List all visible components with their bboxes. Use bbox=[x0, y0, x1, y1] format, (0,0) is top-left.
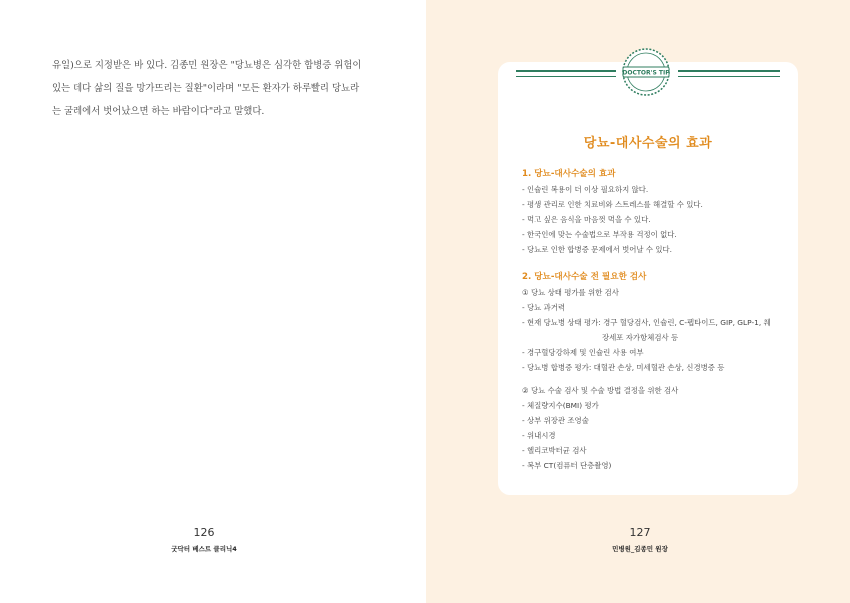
header-rule-left bbox=[516, 70, 616, 77]
page-number: 127 bbox=[629, 526, 651, 539]
list-item: - 먹고 싶은 음식을 마음껏 먹을 수 있다. bbox=[522, 215, 651, 224]
doctors-tip-badge bbox=[614, 46, 678, 98]
list-item: - 체질량지수(BMI) 평가 bbox=[522, 401, 599, 410]
running-footer: 민병원_김종민 원장 bbox=[612, 545, 668, 553]
list-item: - 복부 CT(컴퓨터 단층촬영) bbox=[522, 461, 612, 470]
right-folio bbox=[540, 526, 740, 553]
card-title: 당뇨-대사수술의 효과 bbox=[583, 136, 713, 151]
section-heading: 2. 당뇨-대사수술 전 필요한 검사 bbox=[522, 272, 647, 282]
group-label: ② 당뇨 수술 검사 및 수술 방법 결정을 위한 검사 bbox=[522, 386, 679, 395]
section-tests bbox=[522, 270, 792, 473]
list-item: - 위내시경 bbox=[522, 431, 556, 440]
list-item: - 당뇨로 인한 합병증 문제에서 벗어날 수 있다. bbox=[522, 245, 672, 254]
paragraph-line: 있는 데다 삶의 질을 망가뜨리는 질환"이라며 "모든 환자가 하루빨리 당뇨라 bbox=[52, 83, 360, 94]
header-rule-right bbox=[678, 70, 780, 77]
list-item: - 당뇨 과거력 bbox=[522, 303, 566, 312]
list-item: - 헬리코박터균 검사 bbox=[522, 446, 587, 455]
page-number: 126 bbox=[193, 526, 215, 539]
left-folio bbox=[104, 526, 304, 553]
badge-label: DOCTOR'S TIP bbox=[622, 69, 670, 77]
paragraph-line: 는 굴레에서 벗어났으면 하는 바람이다"라고 말했다. bbox=[52, 106, 265, 117]
list-item: - 평생 관리로 인한 치료비와 스트레스를 해결할 수 있다. bbox=[522, 200, 703, 209]
section-heading: 1. 당뇨-대사수술의 효과 bbox=[522, 169, 616, 179]
list-item: - 경구혈당강하제 및 인슐린 사용 여부 bbox=[522, 348, 644, 357]
running-footer: 굿닥터 베스트 클리닉4 bbox=[171, 545, 237, 553]
body-paragraph bbox=[52, 54, 382, 123]
group-label: ① 당뇨 상태 평가를 위한 검사 bbox=[522, 288, 619, 297]
list-item-continued: 장세포 자가항체검사 등 bbox=[602, 333, 679, 342]
list-item: - 한국인에 맞는 수술법으로 부작용 걱정이 없다. bbox=[522, 230, 677, 239]
section-benefits bbox=[522, 167, 792, 257]
paragraph-line: 유일)으로 지정받은 바 있다. 김종민 원장은 "당뇨병은 심각한 합병증 위험이 bbox=[52, 60, 362, 71]
list-item: - 현재 당뇨병 상태 평가: 경구 혈당검사, 인슐린, C-펩타이드, GIP, GLP-1, 췌 bbox=[522, 318, 771, 327]
list-item: - 상부 위장관 조영술 bbox=[522, 416, 589, 425]
list-item: - 인슐린 복용이 더 이상 필요하지 않다. bbox=[522, 185, 649, 194]
list-item: - 당뇨병 합병증 평가: 대혈관 손상, 미세혈관 손상, 신경병증 등 bbox=[522, 363, 725, 372]
